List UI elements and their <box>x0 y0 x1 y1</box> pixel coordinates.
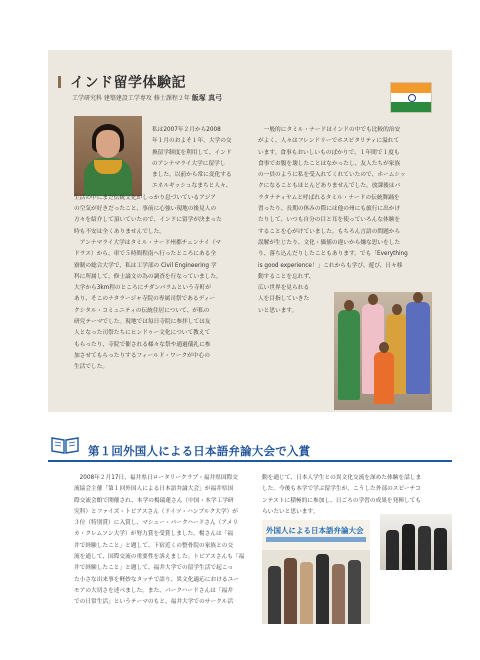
text-line: 井で経験したこと」と題して、下宿近くの整骨院の家族との交 <box>74 542 234 549</box>
text-line: 時も不安は全くありませんでした。 <box>74 228 165 235</box>
section1-column-1 <box>74 125 238 374</box>
text-line: 際交流会館で開催され、本学の楊瑞蓮さん（中国・本学工学研 <box>74 497 234 504</box>
text-line: is good experience！」これからも学び、遊び、日々移 <box>258 262 403 269</box>
section1-title: インド留学体験記 <box>70 75 186 91</box>
text-line: ドラス）から、車で５時間程南へ行ったところにある全 <box>74 251 217 258</box>
text-line: 生活の中にまだ伝統文化がしっかり息づいているアジア <box>74 194 216 201</box>
poster-text: 外国人による日本語弁論大会 <box>266 526 364 535</box>
speech-contest-photo <box>262 520 370 624</box>
text-line: たりして、いつも自分の目と耳を使っていろんな体験を <box>258 217 401 224</box>
text-line: 動を通じて、日本人学生との異文化交流を深めた体験を話しま <box>262 475 422 481</box>
text-line: 方々を紹介して頂いていたので、インドに留学が決まった <box>74 217 222 224</box>
section2-column-2 <box>262 473 458 518</box>
text-line: 人を目指していきた <box>258 296 310 303</box>
text-line: 科に所属して、修士論文の為の調査を行なっていました。 <box>74 273 222 280</box>
text-line: ３位（特別賞）に入賞し、マシュー・パークハードさん（アメリ <box>74 520 239 527</box>
text-line: あり、そこのナタラージャ寺院の専属司祭であるディー <box>74 296 216 303</box>
section2-title: 第１回外国人による日本語弁論大会で入賞 <box>88 444 311 458</box>
title-marker-icon <box>58 76 69 88</box>
text-line: り、落ち込んだりしたこともあります。でも「Everything <box>258 251 408 258</box>
text-line: 究科）とファイズ・トビアスさん（ドイツ・ハンブルク大学）が <box>74 508 238 515</box>
winners-photo <box>380 514 452 570</box>
text-line: 習ったり、長期の休みの際には他の州にも旅行に出かけ <box>258 206 401 213</box>
text-line: 私は2007年２月から2008 <box>152 127 221 133</box>
text-line: ました。以前から常に変化する <box>152 172 232 179</box>
text-line: 誤解が生じたり、文化・価値の違いから嫌な思いをした <box>258 239 401 246</box>
author-dept: 工学研究科 建築建設工学専攻 修士課程２年 <box>72 95 190 102</box>
section1-column-2 <box>258 125 432 317</box>
text-line: いと思います。 <box>258 307 298 314</box>
text-line: ラタナティヤムと呼ばれるタミル・ナードの伝統舞踊を <box>258 194 400 201</box>
text-line: での日常生活」というテーマのもと、福井大学でのサークル活 <box>74 599 234 606</box>
text-line: のアンナマライ大学に留学し <box>152 160 226 167</box>
text-line: 生活でした。 <box>74 364 109 371</box>
section2-column-1 <box>74 473 260 609</box>
text-line: クになることもほとんどありませんでした。放課後はバ <box>258 183 401 190</box>
text-line: クシタル・コミュニティの伝統住居について、が私の <box>74 307 210 314</box>
text-line: 加させてもらったりするフィールド・ワークが中心の <box>74 352 210 359</box>
text-line: がよく、人々はフレンドリーでホスピタリティに溢れて <box>258 138 400 145</box>
author-line <box>72 93 222 103</box>
text-line: アンナマライ大学はタミル・ナード州都チェンナイ（マ <box>74 239 221 246</box>
text-line: カ・クレムソン大学）が努力賞を受賞しました。楊さんは「福 <box>74 531 234 538</box>
author-name: 飯塚 真弓 <box>191 94 223 102</box>
text-line: 研究テーマでした。現地では毎日寺院に参拝しては友 <box>74 319 211 326</box>
text-line: もらったり、寺院で催される様々な祭や通過儀礼に参 <box>74 341 211 348</box>
text-line: モアの大切さを述べました。また、パークハードさんは「福井 <box>74 587 233 594</box>
text-line: 流を通して、国際交流の重要性を訴えました。トビアスさんも「福 <box>74 554 245 561</box>
text-line: た小さな出来事を軽妙なタッチで語り、異文化適応におけるユー <box>74 576 239 583</box>
text-line: した。今後も本学で学ぶ留学生が、こうした外部のスピーチコ <box>262 486 421 493</box>
text-line: 年１月のおよそ１年、大学の交 <box>152 138 232 145</box>
text-line: 換留学制度を利用して、インド <box>152 149 232 156</box>
text-line: 寮制の総合大学で、私は工学部の Civil Engineering 学 <box>74 262 217 269</box>
text-line: エネルギッシュなまちと人々、 <box>152 183 232 190</box>
text-line: 2008年２月17日、福井県日ロータリークラブ・福井県国際交 <box>74 475 238 481</box>
text-line: います。食事もおいしいものばかりで、１年間で１度も <box>258 149 400 156</box>
text-line: 一般的にタミル・ナードはインドの中でも比較的治安 <box>258 127 401 133</box>
text-line: 広い世界を見られる <box>258 285 310 292</box>
india-group-photo <box>334 292 432 410</box>
text-line: 食事でお腹を壊したことはなかったし、友人たちが家族 <box>258 160 401 167</box>
text-line: らいたいと思います。 <box>262 508 319 515</box>
text-line: 流協会主催「第１回外国人による日本語弁論大会」が福井県国 <box>74 486 234 493</box>
text-line: の空気が好きだったこと、事前に心強い現地の後見人の <box>74 206 217 213</box>
text-line: 井で経験したこと」と題して、福井大学での留学生活で起こっ <box>74 565 234 572</box>
text-line: 動することを忘れず、 <box>258 273 315 280</box>
india-flag-icon <box>390 82 432 113</box>
text-line: することを心がけていました。もちろん言語の問題から <box>258 228 401 235</box>
text-line: 人となった司祭たちにヒンドゥー文化について教えて <box>74 330 211 337</box>
text-line: 大学から3km程のところにチダンバラムという寺町が <box>74 285 211 292</box>
text-line: の一員のように私を受入れてくれていたので、ホームシッ <box>258 172 406 179</box>
text-line: ンテストに積極的に参加し、日ごろの学習の成果を発揮しても <box>262 497 422 504</box>
